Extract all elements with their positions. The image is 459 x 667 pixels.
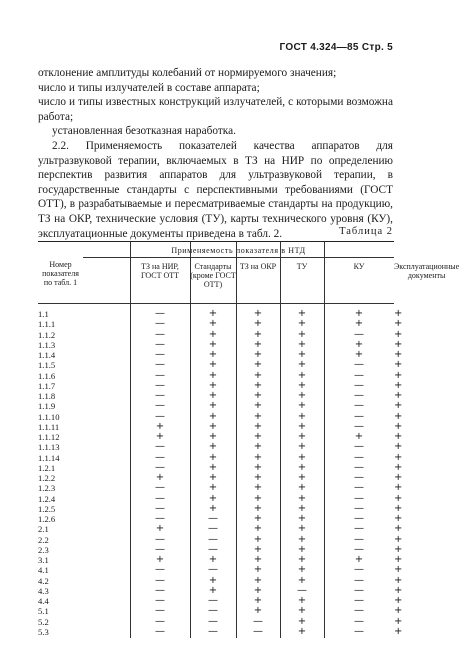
cell-mark: + [394, 349, 403, 360]
cell-mark: + [394, 543, 403, 555]
cell-mark: + [208, 492, 218, 504]
cell-mark: — [253, 625, 263, 637]
cell-mark: — [155, 513, 165, 524]
cell-mark: + [394, 400, 403, 412]
row-number: 1.1.1 [38, 319, 56, 330]
row-number: 5.3 [38, 626, 49, 637]
cell-mark: — [155, 308, 165, 319]
cell-mark: + [297, 492, 307, 504]
cell-mark: + [297, 420, 307, 432]
cell-mark: + [155, 472, 165, 483]
row-number: 1.2.1 [38, 462, 56, 473]
cell-mark: + [394, 410, 403, 422]
cell-mark: + [253, 523, 263, 535]
cell-mark: — [354, 441, 364, 453]
cell-mark: — [354, 390, 364, 401]
cell-mark: + [394, 461, 403, 473]
cell-mark: + [208, 308, 218, 319]
cell-mark: — [208, 513, 218, 524]
cell-mark: + [297, 349, 307, 360]
cell-mark: + [297, 502, 307, 514]
cell-mark: — [208, 595, 218, 606]
cell-mark: + [297, 523, 307, 535]
cell-mark: — [155, 441, 165, 453]
col-header: ТУ [296, 262, 308, 271]
cell-mark: + [253, 441, 263, 453]
cell-mark: + [297, 441, 307, 453]
cell-mark: + [253, 359, 263, 371]
col-header: КУ [353, 262, 365, 271]
cell-mark: — [155, 492, 165, 504]
cell-mark: + [297, 318, 307, 330]
cell-mark: + [297, 410, 307, 422]
cell-mark: + [253, 410, 263, 422]
cell-mark: + [208, 328, 218, 340]
row-number: 1.2.2 [38, 473, 56, 483]
paragraph: число и типы излучателей в составе аппарата; [38, 81, 260, 94]
cell-mark: + [208, 369, 218, 381]
paragraph: отклонение амплитуды колебаний от нормируемого значения; [38, 67, 337, 79]
cell-mark: + [208, 554, 218, 565]
cell-mark: + [208, 451, 218, 463]
cell-mark: + [208, 482, 218, 494]
row-number: 2.3 [38, 544, 49, 555]
col-header: Стандарты (кроме ГОСТ ОТТ) [190, 262, 236, 289]
cell-mark: — [354, 625, 364, 637]
cell-mark: + [354, 338, 364, 350]
cell-mark: + [354, 349, 364, 360]
cell-mark: — [354, 615, 364, 627]
row-number: 1.1.14 [38, 452, 60, 463]
row-number: 1.1.10 [38, 411, 60, 422]
cell-mark: — [354, 533, 364, 545]
cell-mark: — [208, 625, 218, 637]
cell-mark: + [208, 574, 218, 586]
cell-mark: + [253, 431, 263, 442]
cell-mark: + [253, 420, 263, 432]
cell-mark: + [394, 482, 403, 494]
cell-mark: + [394, 615, 403, 627]
cell-mark: + [394, 390, 403, 401]
cell-mark: + [253, 513, 263, 524]
cell-mark: — [354, 451, 364, 463]
cell-mark: + [253, 338, 263, 350]
cell-mark: — [155, 605, 165, 617]
cell-mark: + [394, 359, 403, 371]
cell-mark: + [297, 564, 307, 576]
row-number: 1.2.3 [38, 483, 56, 494]
cell-mark: — [354, 543, 364, 555]
col-header: Эксплуатационные документы [394, 262, 459, 280]
cell-mark: — [155, 461, 165, 473]
cell-mark: + [394, 554, 403, 565]
cell-mark: + [297, 554, 307, 565]
cell-mark: — [155, 349, 165, 360]
cell-mark: + [297, 605, 307, 617]
cell-mark: + [394, 502, 403, 514]
cell-mark: + [208, 431, 218, 442]
cell-mark: + [253, 472, 263, 483]
cell-mark: + [354, 308, 364, 319]
row-number: 4.4 [38, 596, 49, 606]
cell-mark: + [208, 472, 218, 483]
cell-mark: — [155, 502, 165, 514]
cell-mark: — [208, 543, 218, 555]
cell-mark: + [394, 379, 403, 391]
row-number: 1.1.12 [38, 432, 60, 442]
cell-mark: + [208, 349, 218, 360]
cell-mark: + [394, 472, 403, 483]
cell-mark: + [208, 400, 218, 412]
cell-mark: + [253, 574, 263, 586]
cell-mark: + [208, 441, 218, 453]
cell-mark: + [253, 502, 263, 514]
cell-mark: + [297, 574, 307, 586]
cell-mark: + [253, 533, 263, 545]
cell-mark: + [253, 349, 263, 360]
cell-mark: + [394, 431, 403, 442]
cell-mark: — [155, 379, 165, 391]
cell-mark: + [208, 410, 218, 422]
row-number: 5.2 [38, 616, 49, 627]
cell-mark: + [297, 543, 307, 555]
cell-mark: + [253, 328, 263, 340]
cell-mark: + [297, 338, 307, 350]
cell-mark: — [354, 492, 364, 504]
cell-mark: + [253, 595, 263, 606]
row-number: 4.1 [38, 565, 49, 576]
cell-mark: + [394, 308, 403, 319]
cell-mark: — [354, 472, 364, 483]
cell-mark: + [297, 533, 307, 545]
cell-mark: — [253, 615, 263, 627]
cell-mark: + [208, 390, 218, 401]
cell-mark: + [394, 533, 403, 545]
cell-mark: + [297, 472, 307, 483]
cell-mark: + [297, 328, 307, 340]
cell-mark: + [155, 554, 165, 565]
cell-mark: — [155, 451, 165, 463]
cell-mark: — [354, 420, 364, 432]
cell-mark: — [155, 564, 165, 576]
paragraph: 2.2. Применяемость показателей качества аппаратов для ультразвуковой терапии, включаемых в ТЗ на НИР по определению перспектив развития аппаратов для ультразвуковой терапии, в государственные стандарты с перспективными требованиями (ГОСТ ОТТ), в разрабатываемые и пересматриваемые стандарты на продукцию, ТЗ на ОКР, технические условия (ТУ), карты технического уровня (КУ), эксплуатационные документы приведена в табл. 2. [38, 139, 393, 240]
cell-mark: + [297, 625, 307, 637]
cell-mark: + [394, 492, 403, 504]
row-number: 1.1.8 [38, 391, 56, 401]
paragraph: установленная безотказная наработка. [52, 125, 236, 138]
cell-mark: — [155, 390, 165, 401]
row-number: 1.2.4 [38, 493, 56, 504]
row-number: 5.1 [38, 606, 49, 617]
cell-mark: + [297, 369, 307, 381]
cell-mark: + [208, 338, 218, 350]
row-number: 1.2.6 [38, 514, 56, 524]
cell-mark: — [354, 595, 364, 606]
cell-mark: + [297, 400, 307, 412]
cell-mark: + [253, 492, 263, 504]
cell-mark: — [155, 595, 165, 606]
row-number: 1.1.7 [38, 380, 56, 391]
cell-mark: — [155, 625, 165, 637]
table-title: Таблица 2 [339, 226, 393, 237]
cell-mark: + [297, 595, 307, 606]
cell-mark: — [155, 615, 165, 627]
page-header: ГОСТ 4.324—85 Стр. 5 [279, 42, 393, 53]
cell-mark: + [394, 584, 403, 596]
paragraph: число и типы известных конструкций излучателей, с которыми возможна работа; [38, 96, 393, 123]
cell-mark: + [253, 308, 263, 319]
cell-mark: + [208, 420, 218, 432]
cell-mark: + [297, 615, 307, 627]
cell-mark: + [394, 338, 403, 350]
cell-mark: + [297, 451, 307, 463]
cell-mark: + [394, 523, 403, 535]
row-number: 4.3 [38, 585, 49, 596]
cell-mark: — [208, 523, 218, 535]
cell-mark: + [297, 390, 307, 401]
cell-mark: + [253, 461, 263, 473]
cell-mark: — [155, 318, 165, 330]
cell-mark: — [155, 533, 165, 545]
cell-mark: + [394, 328, 403, 340]
cell-mark: + [253, 584, 263, 596]
applicability-table [38, 241, 459, 638]
cell-mark: + [155, 431, 165, 442]
cell-mark: — [354, 400, 364, 412]
cell-mark: + [394, 420, 403, 432]
cell-mark: + [208, 461, 218, 473]
cell-mark: — [354, 564, 364, 576]
row-number: 4.2 [38, 575, 49, 586]
cell-mark: — [155, 338, 165, 350]
row-number: 1.1.13 [38, 442, 60, 453]
cell-mark: + [155, 523, 165, 535]
cell-mark: — [155, 482, 165, 494]
body-text [38, 66, 393, 241]
cell-mark: + [394, 318, 403, 330]
cell-mark: + [253, 451, 263, 463]
row-number: 2.2 [38, 534, 49, 545]
col-header: ТЗ на ОКР [239, 262, 277, 271]
cell-mark: + [297, 482, 307, 494]
row-number: 1.1.5 [38, 360, 56, 371]
cell-mark: — [354, 328, 364, 340]
cell-mark: — [354, 410, 364, 422]
cell-mark: — [155, 369, 165, 381]
row-number: 1.1.6 [38, 370, 56, 381]
cell-mark: + [253, 379, 263, 391]
cell-mark: + [354, 431, 364, 442]
cell-mark: + [208, 584, 218, 596]
cell-mark: — [354, 359, 364, 371]
cell-mark: + [208, 379, 218, 391]
cell-mark: — [155, 359, 165, 371]
cell-mark: — [297, 584, 307, 596]
cell-mark: + [297, 431, 307, 442]
cell-mark: + [394, 574, 403, 586]
cell-mark: + [297, 513, 307, 524]
row-number: 1.1.11 [38, 421, 60, 432]
cell-mark: + [253, 400, 263, 412]
cell-mark: + [394, 625, 403, 637]
col-header-number: Номер показателя по табл. 1 [42, 260, 79, 287]
cell-mark: + [394, 441, 403, 453]
row-number: 1.1.4 [38, 350, 56, 360]
row-number: 1.2.5 [38, 503, 56, 514]
cell-mark: + [208, 359, 218, 371]
cell-mark: — [155, 574, 165, 586]
cell-mark: — [155, 328, 165, 340]
cell-mark: + [394, 595, 403, 606]
cell-mark: + [394, 369, 403, 381]
col-header: ТЗ на НИР, ГОСТ ОТТ [140, 262, 180, 280]
cell-mark: + [253, 543, 263, 555]
cell-mark: + [394, 564, 403, 576]
cell-mark: + [208, 318, 218, 330]
cell-mark: + [208, 502, 218, 514]
cell-mark: — [354, 513, 364, 524]
row-number: 1.1.2 [38, 329, 56, 340]
cell-mark: — [354, 574, 364, 586]
cell-mark: + [253, 564, 263, 576]
cell-mark: — [354, 379, 364, 391]
cell-mark: + [394, 605, 403, 617]
group-header: Применяемость показателя в НТД [171, 246, 306, 255]
cell-mark: + [253, 369, 263, 381]
cell-mark: + [297, 461, 307, 473]
cell-mark: — [354, 523, 364, 535]
cell-mark: + [253, 482, 263, 494]
cell-mark: — [208, 605, 218, 617]
cell-mark: + [253, 605, 263, 617]
cell-mark: + [354, 318, 364, 330]
cell-mark: — [155, 400, 165, 412]
cell-mark: + [297, 308, 307, 319]
cell-mark: + [297, 359, 307, 371]
cell-mark: — [354, 502, 364, 514]
cell-mark: + [253, 390, 263, 401]
cell-mark: + [354, 554, 364, 565]
header-bottom-rule [38, 303, 394, 304]
cell-mark: — [155, 584, 165, 596]
cell-mark: — [155, 410, 165, 422]
cell-mark: — [354, 369, 364, 381]
cell-mark: + [155, 420, 165, 432]
row-number: 1.1.3 [38, 339, 56, 350]
cell-mark: — [155, 543, 165, 555]
row-number: 1.1.9 [38, 401, 56, 412]
row-number: 3.1 [38, 555, 49, 565]
cell-mark: + [394, 451, 403, 463]
cell-mark: + [394, 513, 403, 524]
row-number: 2.1 [38, 524, 49, 535]
cell-mark: — [208, 564, 218, 576]
cell-mark: — [354, 482, 364, 494]
cell-mark: — [354, 584, 364, 596]
cell-mark: + [253, 318, 263, 330]
cell-mark: — [208, 615, 218, 627]
cell-mark: + [297, 379, 307, 391]
row-number: 1.1 [38, 309, 49, 319]
cell-mark: — [208, 533, 218, 545]
cell-mark: — [354, 605, 364, 617]
cell-mark: + [253, 554, 263, 565]
cell-mark: — [354, 461, 364, 473]
